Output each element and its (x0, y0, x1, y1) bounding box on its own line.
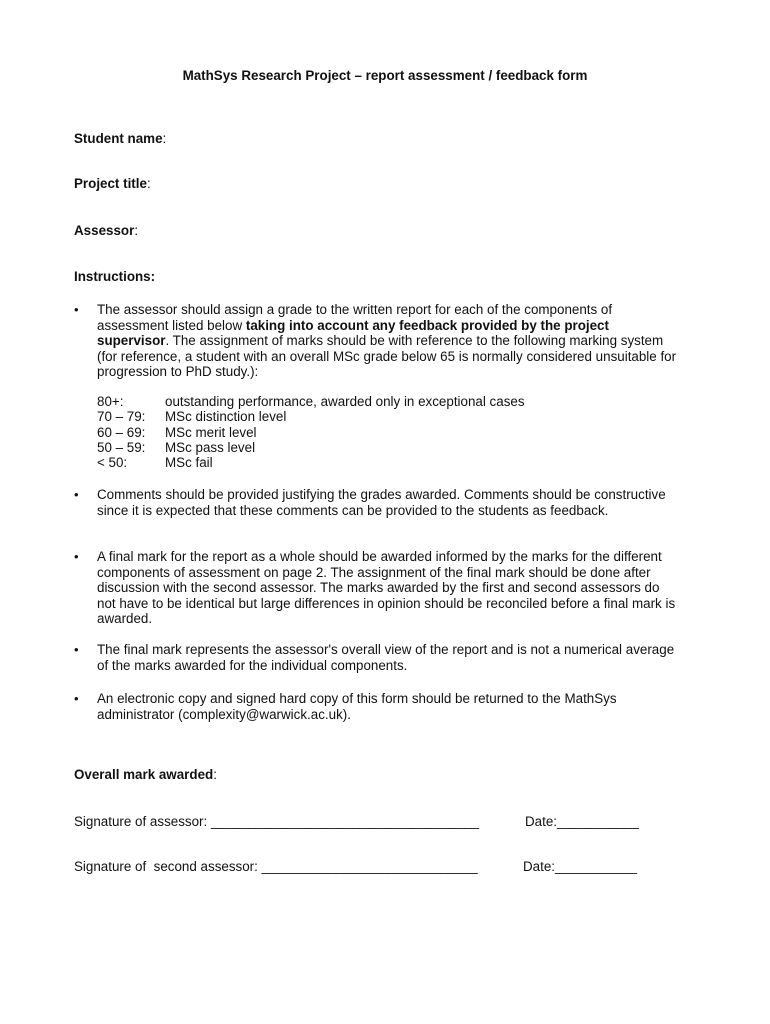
grade-row (97, 455, 525, 470)
grade-range: 80+: (97, 394, 124, 409)
bullet-icon: • (74, 487, 79, 502)
student-name-colon: : (162, 131, 167, 146)
grade-row (97, 440, 525, 455)
grade-description: MSc fail (165, 455, 213, 471)
project-title-label: Project title (74, 176, 147, 191)
assessor-field (74, 223, 138, 239)
bullet-icon: • (74, 691, 79, 706)
student-name-field (74, 131, 166, 147)
instruction-text-4: The final mark represents the assessor's overall view of the report and is not a numerical average of the marks awarded for the individual components. (97, 642, 675, 673)
grade-description: MSc merit level (165, 424, 257, 440)
instruction-bullet-3 (74, 549, 694, 627)
instruction-bullet-2 (74, 487, 694, 518)
student-name-label: Student name (74, 131, 163, 146)
assessor-label: Assessor (74, 223, 135, 238)
assessor-colon: : (134, 223, 139, 238)
grade-description: MSc pass level (165, 439, 256, 455)
grade-row (97, 394, 525, 409)
marking-scale (97, 394, 525, 470)
instruction-text-2: Comments should be provided justifying the grades awarded. Comments should be constructive since it is expected that these comments can be provided to the students as feedback. (97, 487, 666, 518)
project-title-field (74, 176, 151, 192)
grade-range: 60 – 69: (97, 424, 146, 440)
grade-range: < 50: (97, 455, 128, 471)
instruction-bullet-4 (74, 642, 694, 673)
grade-description: outstanding performance, awarded only in exceptional cases (165, 394, 525, 409)
grade-range: 70 – 79: (97, 409, 146, 425)
overall-mark-field (74, 767, 217, 783)
second-assessor-date-line[interactable]: Date:___________ (523, 859, 637, 874)
instructions-heading (74, 269, 155, 285)
second-assessor-signature-line[interactable]: Signature of second assessor: _____________________________ (74, 859, 478, 874)
instruction-bullet-5 (74, 691, 694, 722)
overall-mark-label: Overall mark awarded (74, 767, 214, 782)
grade-range: 50 – 59: (97, 439, 146, 455)
instruction-text-3: A final mark for the report as a whole should be awarded informed by the marks for the different components of assessment on page 2. The assignment of the final mark should be done after discussion with the second assessor. The marks awarded by the first and second assessors do not have to be identical but large differences in opinion should be reconciled before a final mark is awarded. (97, 549, 676, 626)
grade-description: MSc distinction level (165, 409, 287, 425)
project-title-colon: : (146, 176, 151, 191)
bullet-icon: • (74, 549, 79, 564)
grade-row (97, 425, 525, 440)
grade-row (97, 409, 525, 424)
instruction-1-part-1: The assessor should assign a grade to the written report for each of the components of assessment listed below (97, 302, 613, 333)
instruction-1-emphasis: taking into account any feedback provided by the project supervisor (97, 317, 609, 348)
assessor-date-line[interactable]: Date:___________ (525, 814, 639, 829)
bullet-icon: • (74, 642, 79, 657)
instructions-label: Instructions: (74, 269, 156, 284)
assessor-signature-line[interactable]: Signature of assessor: ____________________________________ (74, 814, 480, 829)
overall-mark-colon: : (213, 767, 217, 782)
instruction-text-1 (97, 302, 677, 380)
instruction-bullet-1 (74, 302, 694, 380)
instruction-text-5: An electronic copy and signed hard copy of this form should be returned to the MathSys administrator (complexity@warwick.ac.uk). (97, 691, 617, 722)
page-title: MathSys Research Project – report assessment / feedback form (182, 68, 588, 83)
bullet-icon: • (74, 302, 79, 317)
instruction-1-part-3: . The assignment of marks should be with reference to the following marking system (for reference, a student with an overall MSc grade below 65 is normally considered unsuitable for progression to PhD study.): (97, 333, 677, 379)
